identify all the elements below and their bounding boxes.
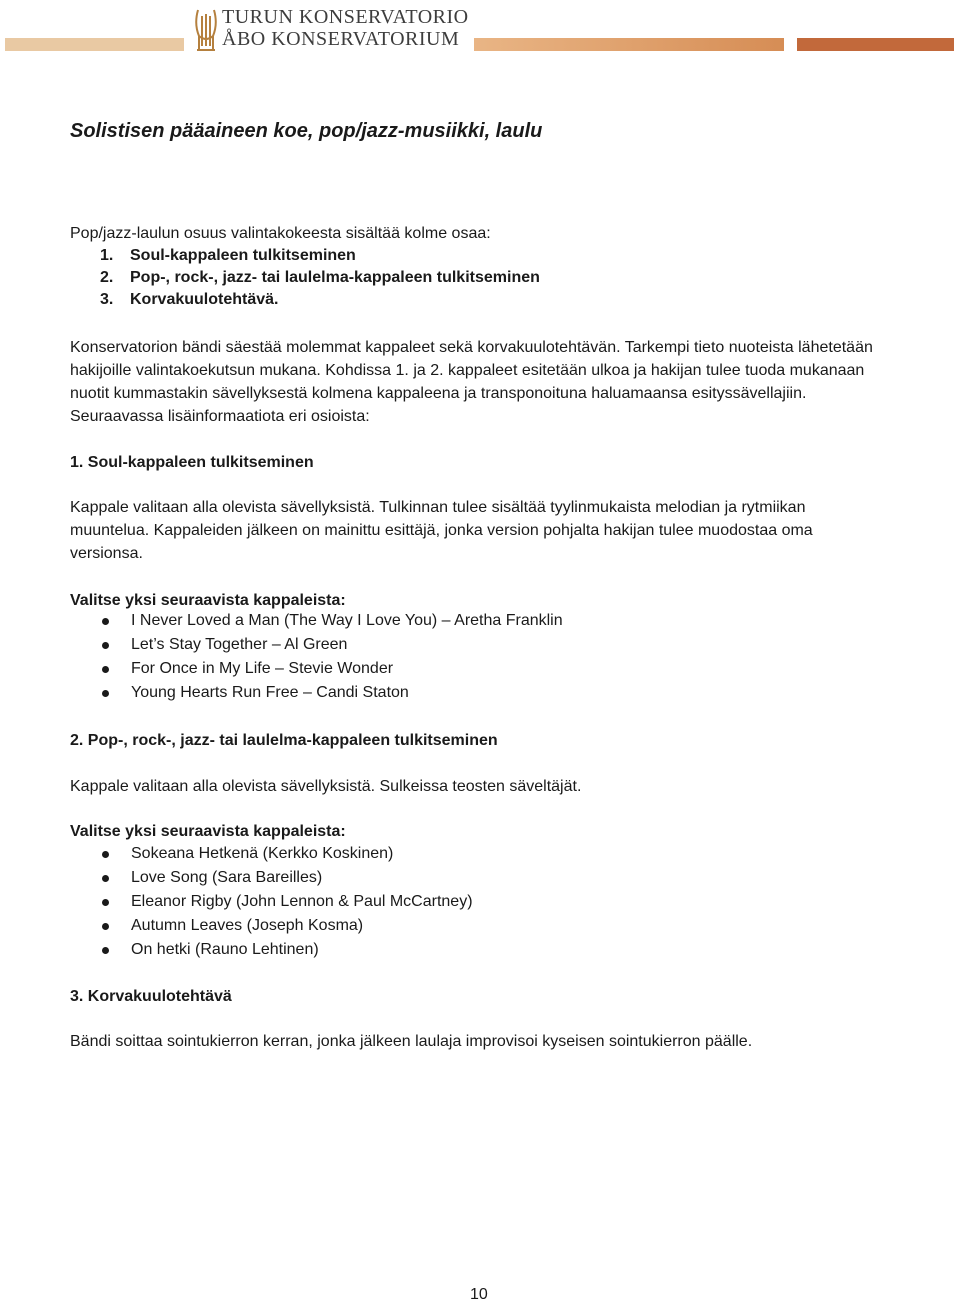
list-item: 3. Korvakuulotehtävä.	[100, 291, 279, 308]
section1-song-list	[100, 609, 563, 705]
lyre-logo-icon	[193, 6, 219, 54]
bullet-icon	[102, 875, 109, 882]
header-bar-right	[797, 38, 954, 51]
bullet-icon	[102, 899, 109, 906]
bullet-icon	[102, 666, 109, 673]
logo-line-1: TURUN KONSERVATORIO	[222, 6, 469, 28]
section2-heading: 2. Pop-, rock-, jazz- tai laulelma-kappaleen tulkitseminen	[70, 732, 498, 749]
list-item: Autumn Leaves (Joseph Kosma)	[100, 914, 473, 938]
header-bar-middle	[474, 38, 784, 51]
page-title: Solistisen pääaineen koe, pop/jazz-musiikki, laulu	[70, 120, 543, 142]
section3-heading: 3. Korvakuulotehtävä	[70, 988, 232, 1005]
bullet-icon	[102, 923, 109, 930]
section2-text: Kappale valitaan alla olevista sävellyksistä. Sulkeissa teosten säveltäjät.	[70, 778, 582, 795]
logo-text	[222, 6, 469, 50]
page-number: 10	[470, 1286, 488, 1303]
section3-text: Bändi soittaa sointukierron kerran, jonka jälkeen laulaja improvisoi kyseisen sointukierron päälle.	[70, 1033, 753, 1050]
list-item: I Never Loved a Man (The Way I Love You) – Aretha Franklin	[100, 609, 563, 633]
logo-line-2: ÅBO KONSERVATORIUM	[222, 28, 460, 50]
section1-choose-label: Valitse yksi seuraavista kappaleista:	[70, 592, 346, 609]
page-header	[0, 0, 960, 60]
bullet-icon	[102, 618, 109, 625]
list-item: 1. Soul-kappaleen tulkitseminen	[100, 247, 356, 264]
bullet-icon	[102, 690, 109, 697]
section1-heading: 1. Soul-kappaleen tulkitseminen	[70, 454, 314, 471]
list-item: 2. Pop-, rock-, jazz- tai laulelma-kappaleen tulkitseminen	[100, 269, 540, 286]
section1-text: Kappale valitaan alla olevista sävellyksistä. Tulkinnan tulee sisältää tyylinmukaista melodian ja rytmiikan muuntelua. Kappaleiden jälkeen on mainittu esittäjä, jonka version pohjalta hakijan tulee muodostaa oma versionsa.	[70, 499, 813, 562]
list-item: Let’s Stay Together – Al Green	[100, 633, 563, 657]
list-item: Young Hearts Run Free – Candi Staton	[100, 681, 563, 705]
bullet-icon	[102, 947, 109, 954]
bullet-icon	[102, 642, 109, 649]
list-item: For Once in My Life – Stevie Wonder	[100, 657, 563, 681]
list-item: Love Song (Sara Bareilles)	[100, 866, 473, 890]
list-item: Eleanor Rigby (John Lennon & Paul McCartney)	[100, 890, 473, 914]
section2-song-list	[100, 842, 473, 962]
intro-text: Pop/jazz-laulun osuus valintakokeesta sisältää kolme osaa:	[70, 225, 491, 242]
parts-list	[100, 245, 540, 311]
section2-choose-label: Valitse yksi seuraavista kappaleista:	[70, 823, 346, 840]
info-paragraph: Konservatorion bändi säestää molemmat kappaleet sekä korvakuulotehtävän. Tarkempi tieto nuoteista lähetetään hakijoille valintakoekutsun mukana. Kohdissa 1. ja 2. kappaleet esitetään ulkoa ja hakijan tulee tuoda mukanaan nuotit kummastakin sävellyksestä kolmena kappaleena ja transponoituna haluamaansa esityssävellajiin. Seuraavassa lisäinformaatiota eri osioista:	[70, 339, 873, 425]
bullet-icon	[102, 851, 109, 858]
list-item: Sokeana Hetkenä (Kerkko Koskinen)	[100, 842, 473, 866]
list-item: On hetki (Rauno Lehtinen)	[100, 938, 473, 962]
header-bar-left	[5, 38, 184, 51]
